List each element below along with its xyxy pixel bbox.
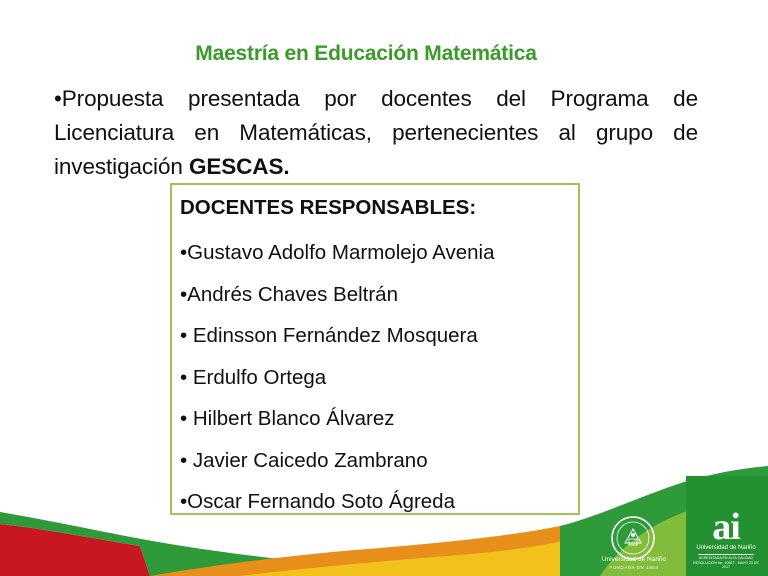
accreditation-mark: ai <box>712 506 740 548</box>
accreditation-divider <box>698 554 754 555</box>
docente-item: • Hilbert Blanco Álvarez <box>180 407 395 430</box>
intro-paragraph <box>54 82 698 184</box>
docente-item: •Andrés Chaves Beltrán <box>180 282 398 306</box>
docente-item: • Javier Caicedo Zambrano <box>180 448 428 472</box>
docentes-heading: DOCENTES RESPONSABLES: <box>180 196 477 219</box>
slide-title: Maestría en Educación Matemática <box>195 42 537 65</box>
intro-group-name: GESCAS. <box>188 154 290 179</box>
docente-item: •Gustavo Adolfo Marmolejo Avenia <box>180 241 495 264</box>
accreditation-line1: ACREDITADA EN ALTA CALIDAD <box>698 556 754 560</box>
accreditation-line2: RESOLUCIÓN No. 10567 - MAYO 23 DE 2017 <box>693 560 759 569</box>
university-caption <box>600 556 668 572</box>
accreditation-name: Universidad de Nariño <box>696 545 756 551</box>
accreditation-logo <box>690 506 762 572</box>
docentes-list <box>180 232 578 523</box>
docente-item: • Erdulfo Ortega <box>180 365 327 389</box>
intro-text: •Propuesta presentada por docentes del Programa de Licenciatura en Matemáticas, pertenecientes al grupo de investigación <box>54 86 698 179</box>
university-founded: FUNDADA EN 1904 <box>609 565 659 570</box>
docente-item: • Edinsson Fernández Mosquera <box>180 324 478 347</box>
docentes-box <box>170 183 580 515</box>
docente-item: •Oscar Fernando Soto Ágreda <box>180 490 455 513</box>
university-name: Universidad de Nariño <box>601 556 667 563</box>
university-seal-icon <box>610 515 656 561</box>
